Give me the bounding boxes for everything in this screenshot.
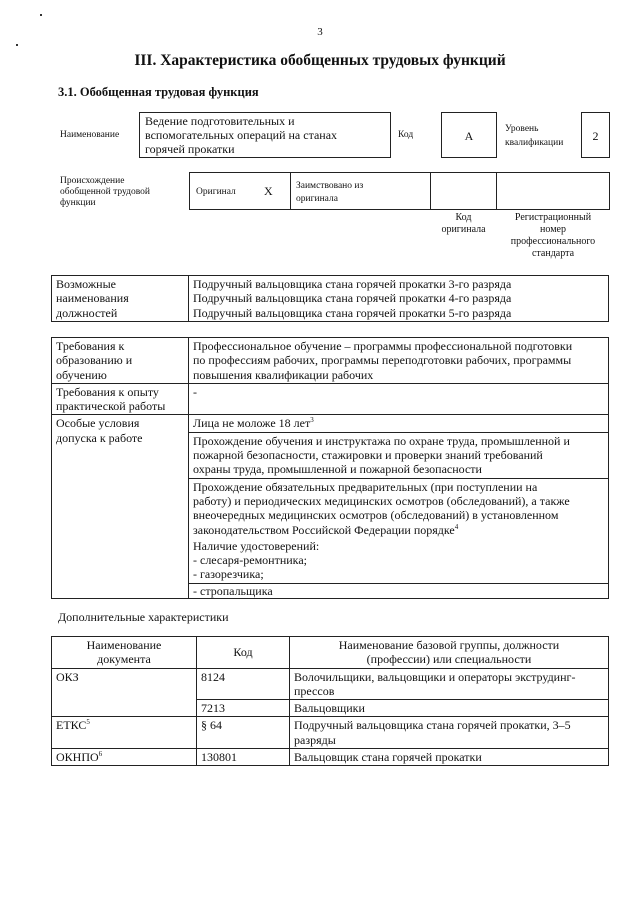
special-label [52, 415, 189, 599]
etks-code: § 64 [197, 717, 290, 749]
cert-title: Наличие удостоверений: [193, 538, 320, 553]
exp-label-line1: Требования к опыту [56, 384, 159, 399]
etks-footnote: 5 [86, 718, 90, 727]
origin-original-box [189, 172, 291, 210]
positions-label [52, 276, 189, 322]
gtf-level-label-line1: Уровень [505, 124, 539, 134]
etks-name-line2: разряды [294, 732, 336, 747]
origin-original-label: Оригинал [196, 187, 236, 197]
gtf-level-label [505, 124, 563, 149]
col-name-header [290, 637, 609, 669]
special-label-line2: допуска к работе [56, 430, 143, 445]
positions-label-line3: должностей [56, 305, 118, 320]
okz-code2: 7213 [197, 700, 290, 717]
gtf-name-line3: горячей прокатки [145, 142, 235, 156]
positions-list [189, 276, 609, 322]
exp-label-line2: практической работы [56, 399, 166, 414]
origin-borrowed-box [290, 172, 431, 210]
requirements-table [51, 337, 609, 599]
col-code-header-text: Код [233, 645, 253, 660]
col-doc-header [52, 637, 197, 669]
okz-name1-line1: Волочильщики, вальцовщики и операторы экструдинг- [294, 669, 576, 684]
origin-reg-caption-line1: Регистрационный [514, 212, 592, 223]
oknpo-code: 130801 [197, 749, 290, 766]
section-title: III. Характеристика обобщенных трудовых функций [134, 52, 506, 69]
gtf-level-label-line2: квалификации [505, 138, 564, 148]
training-line2: пожарной безопасности, стажировки и проверки знаний требований [193, 448, 543, 463]
subsection-title: 3.1. Обобщенная трудовая функция [58, 85, 259, 99]
origin-reg-caption-line2: номер [540, 224, 566, 235]
special-label-line1: Особые условия [56, 416, 140, 431]
edu-label [52, 338, 189, 384]
position-item: Подручный вальцовщика стана горячей прокатки 5-го разряда [193, 305, 512, 320]
gtf-name-line2: вспомогательных операций на станах [145, 128, 338, 142]
origin-original-mark: X [264, 184, 273, 198]
col-doc-header-line2: документа [97, 652, 151, 667]
med-line1: Прохождение обязательных предварительных (при поступлении на [193, 479, 538, 494]
etks-name-line1: Подручный вальцовщика стана горячей прокатки, 3–5 [294, 718, 571, 733]
okz-cell: ОКЗ [52, 668, 197, 717]
age-footnote: 3 [310, 416, 314, 425]
origin-borrowed-line2: оригинала [296, 194, 338, 204]
origin-reg-caption-line3: профессионального [510, 236, 596, 247]
origin-reg-caption [496, 212, 610, 260]
training-line1: Прохождение обучения и инструктажа по охране труда, промышленной и [193, 433, 570, 448]
gtf-name-line1: Ведение подготовительных и [145, 114, 295, 128]
cert-item: - слесаря-ремонтника; [193, 553, 307, 568]
origin-label-line1: Происхождение [60, 176, 125, 186]
positions-label-line2: наименования [56, 291, 129, 306]
med-line3: внеочередных медицинских осмотров (обследований) в установленном [193, 508, 559, 523]
oknpo-text: ОКНПО [56, 750, 99, 765]
edu-label-line2: образованию и [56, 353, 133, 368]
gtf-level-value: 2 [592, 129, 599, 143]
cert-item: - стропальщика [193, 583, 273, 598]
col-code-header [197, 637, 290, 669]
origin-code-caption [430, 212, 497, 236]
exp-value: - [189, 383, 609, 415]
exp-label [52, 383, 189, 415]
scan-speck [40, 14, 42, 16]
additional-table [51, 636, 609, 766]
col-name-header-line2: (профессии) или специальности [366, 652, 532, 667]
origin-label-line2: обобщенной трудовой [60, 187, 150, 197]
origin-reg-caption-line4: стандарта [531, 248, 575, 259]
cert-last-value [189, 583, 609, 598]
etks-cell [52, 717, 197, 749]
oknpo-cell [52, 749, 197, 766]
med-line4 [193, 523, 604, 537]
col-doc-header-line1: Наименование [86, 638, 162, 652]
gtf-code-value: А [464, 129, 474, 143]
med-value [189, 478, 609, 538]
edu-label-line1: Требования к [56, 339, 125, 353]
gtf-code-box [441, 112, 497, 158]
okz-name1-line2: прессов [294, 683, 335, 698]
positions-label-line1: Возможные [56, 277, 116, 291]
med-line2: работу) и периодических медицинских осмотров (обследований), а также [193, 493, 570, 508]
edu-label-line3: обучению [56, 367, 107, 382]
edu-line2: по профессиям рабочих, программы переподготовки рабочих, программы [193, 353, 572, 368]
oknpo-name: Вальцовщик стана горячей прокатки [290, 749, 609, 766]
origin-label-line3: функции [60, 198, 96, 208]
age-value [189, 415, 609, 432]
cert-item: - газорезчика; [193, 567, 264, 582]
okz-code1: 8124 [197, 668, 290, 700]
okz-name1 [290, 668, 609, 700]
origin-code-caption-line1: Код [455, 212, 472, 223]
scan-speck [16, 44, 18, 46]
med-footnote: 4 [454, 522, 459, 531]
age-text: Лица не моложе 18 лет [193, 416, 311, 431]
etks-text: ЕТКС [56, 718, 87, 733]
page-number: 3 [317, 26, 323, 38]
gtf-name-box [139, 112, 391, 158]
oknpo-footnote: 6 [98, 750, 103, 759]
med-line4-text: законодательством Российской Федерации порядке [193, 522, 455, 537]
edu-line1: Профессиональное обучение – программы профессиональной подготовки [193, 339, 573, 353]
etks-name [290, 717, 609, 749]
okz-name2: Вальцовщики [290, 700, 609, 717]
origin-reg-box [496, 172, 610, 210]
gtf-code-label: Код [398, 130, 414, 140]
edu-line3: повышения квалификации рабочих [193, 367, 374, 382]
origin-label [60, 176, 150, 209]
origin-borrowed-line1: Заимствовано из [296, 181, 364, 191]
edu-value [189, 338, 609, 384]
positions-table [51, 275, 609, 322]
position-item: Подручный вальцовщика стана горячей прокатки 3-го разряда [193, 277, 512, 291]
origin-code-caption-line2: оригинала [441, 224, 486, 235]
training-value [189, 432, 609, 478]
additional-title: Дополнительные характеристики [58, 610, 229, 624]
position-item: Подручный вальцовщика стана горячей прокатки 4-го разряда [193, 291, 512, 306]
col-name-header-line1: Наименование базовой группы, должности [338, 638, 560, 652]
cert-value [189, 538, 609, 583]
training-line3: охраны труда, промышленной и пожарной безопасности [193, 462, 482, 477]
gtf-name-label: Наименование [60, 130, 120, 140]
origin-code-box [430, 172, 497, 210]
gtf-level-box [581, 112, 610, 158]
